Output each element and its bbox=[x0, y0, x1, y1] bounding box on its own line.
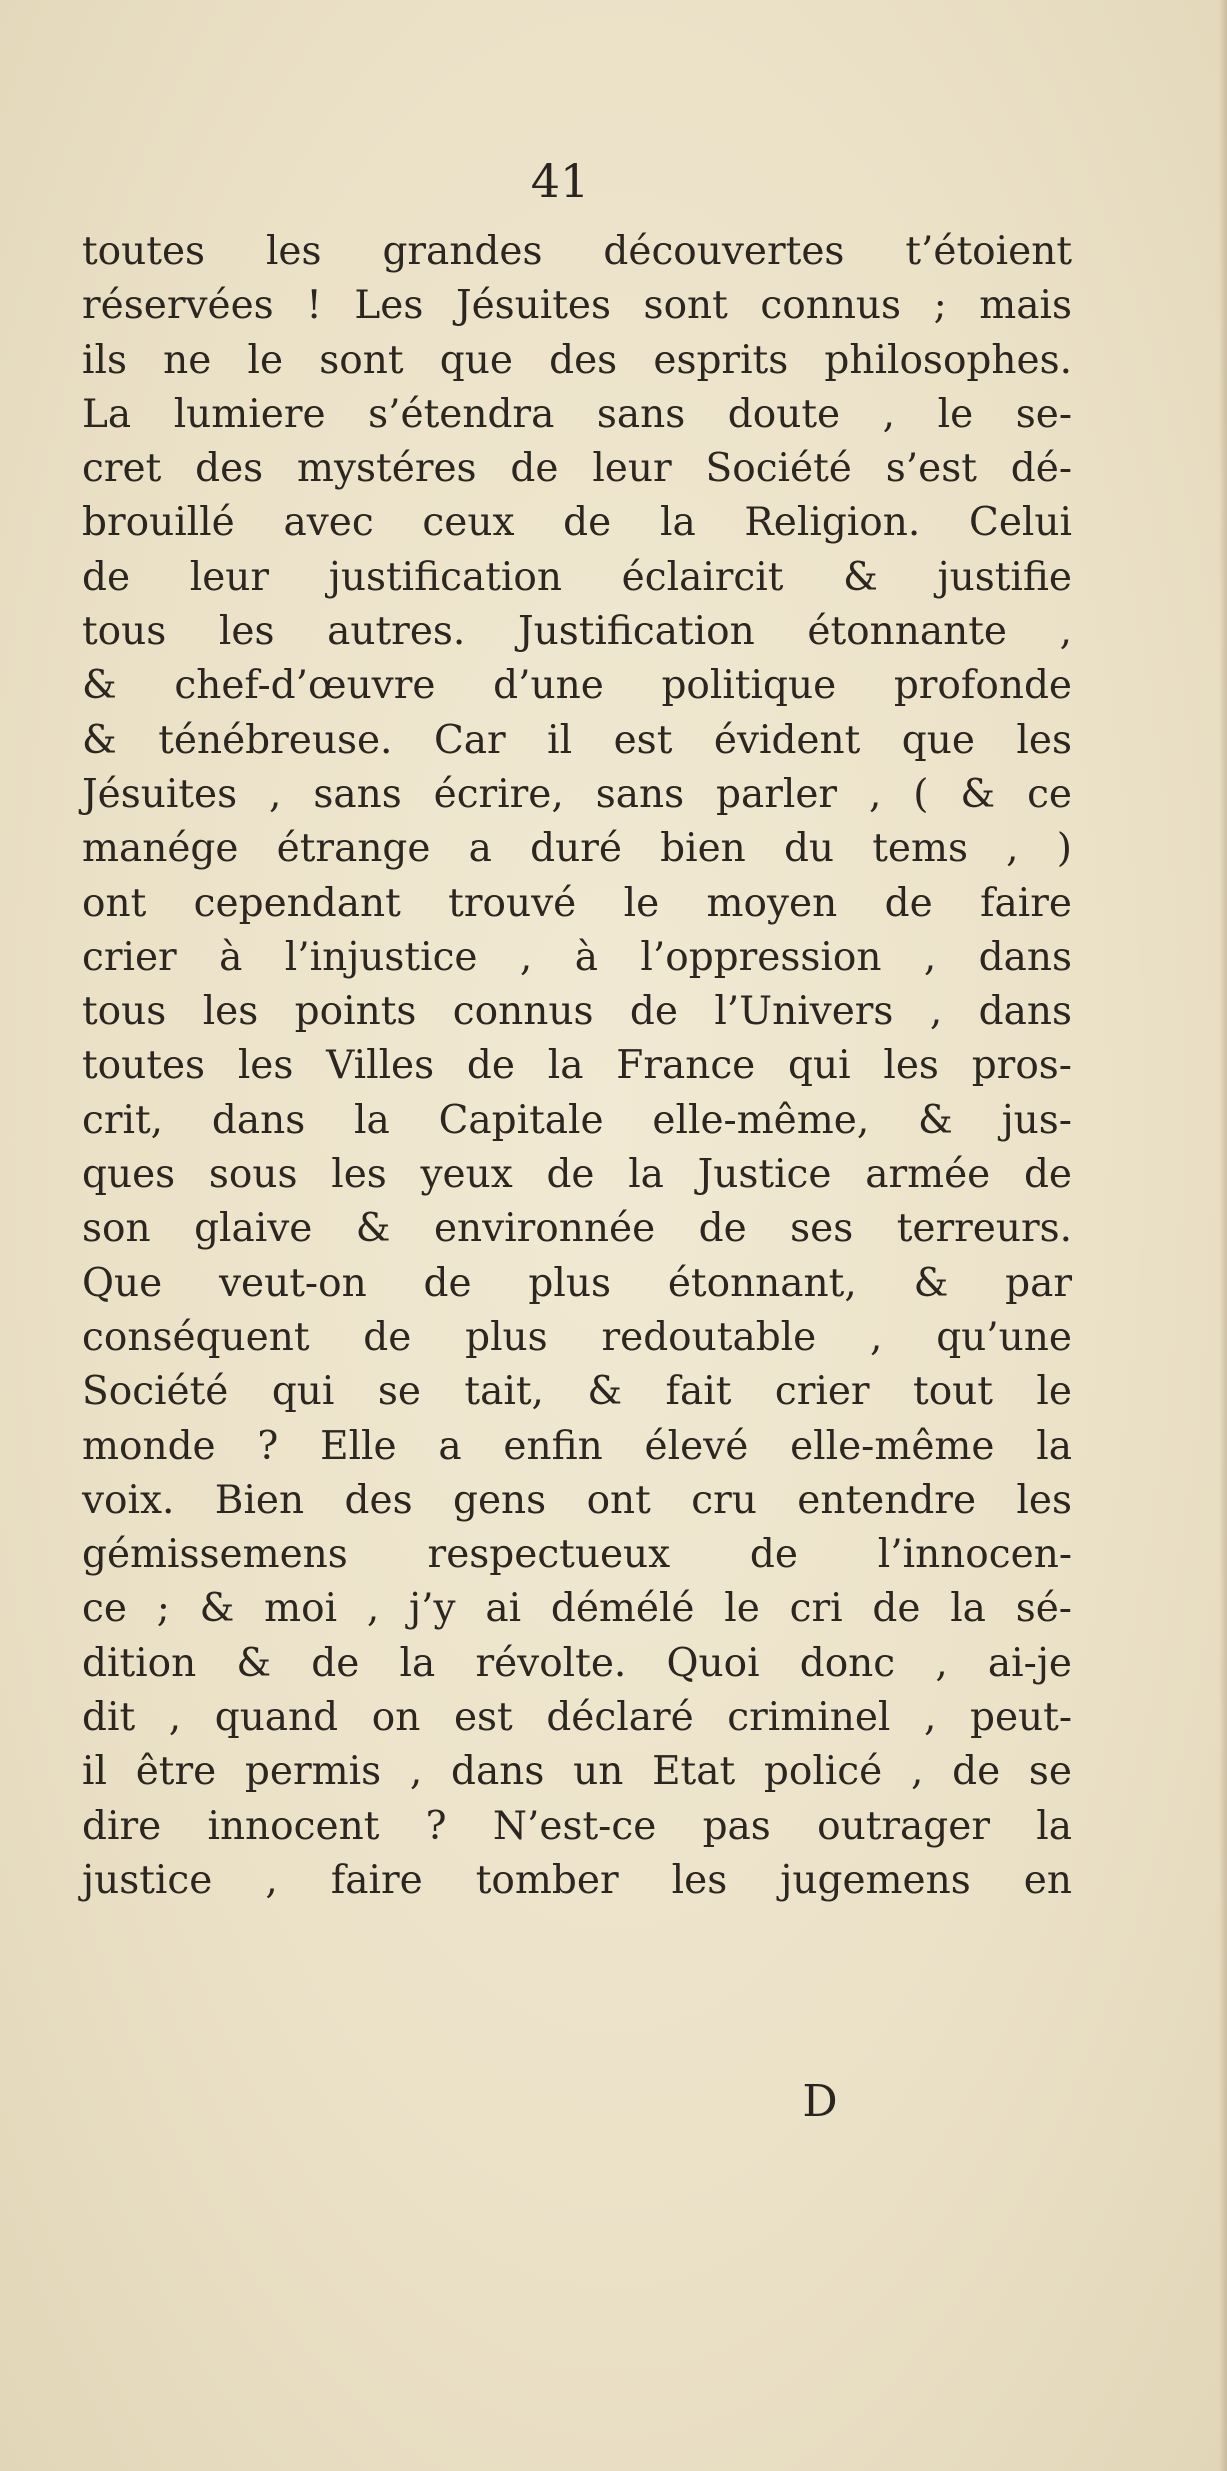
text-line: & ténébreuse. Car il est évident que les bbox=[82, 717, 1072, 763]
text-line: voix. Bien des gens ont cru entendre les bbox=[82, 1477, 1072, 1523]
text-line: toutes les Villes de la France qui les pros- bbox=[82, 1043, 1072, 1089]
text-line: de leur justification éclaircit & justifie bbox=[82, 554, 1072, 600]
text-line: dition & de la révolte. Quoi donc , ai-je bbox=[82, 1640, 1072, 1686]
text-line: tous les points connus de l’Univers , dans bbox=[82, 989, 1072, 1035]
text-line: ques sous les yeux de la Justice armée de bbox=[82, 1152, 1072, 1198]
text-line: Jésuites , sans écrire, sans parler , ( & ce bbox=[82, 771, 1072, 817]
text-line: toutes les grandes découvertes t’étoient bbox=[82, 229, 1072, 274]
text-line: cret des mystéres de leur Société s’est dé- bbox=[82, 446, 1072, 492]
text-line: tous les autres. Justification étonnante , bbox=[82, 609, 1072, 655]
catchword: D bbox=[802, 2076, 838, 2127]
text-line: crier à l’injustice , à l’oppression , dans bbox=[82, 934, 1072, 980]
text-line: ont cependant trouvé le moyen de faire bbox=[82, 880, 1072, 926]
text-line: son glaive & environnée de ses terreurs. bbox=[82, 1206, 1072, 1252]
text-line: brouillé avec ceux de la Religion. Celui bbox=[82, 500, 1072, 546]
text-line: manége étrange a duré bien du tems , ) bbox=[82, 826, 1072, 872]
text-line: Société qui se tait, & fait crier tout le bbox=[82, 1369, 1072, 1415]
text-line: monde ? Elle a enfin élevé elle-même la bbox=[82, 1423, 1072, 1469]
text-line: dit , quand on est déclaré criminel , peut- bbox=[82, 1695, 1072, 1741]
text-line: ce ; & moi , j’y ai démélé le cri de la sé- bbox=[82, 1586, 1072, 1632]
body-text bbox=[82, 225, 1072, 1908]
text-line: dire innocent ? N’est-ce pas outrager la bbox=[82, 1803, 1072, 1849]
text-line: La lumiere s’étendra sans doute , le se- bbox=[82, 391, 1072, 437]
text-line: crit, dans la Capitale elle-même, & jus- bbox=[82, 1097, 1072, 1143]
text-line: Que veut-on de plus étonnant, & par bbox=[82, 1260, 1072, 1306]
text-line: conséquent de plus redoutable , qu’une bbox=[82, 1314, 1072, 1360]
text-line: il être permis , dans un Etat policé , de se bbox=[82, 1749, 1072, 1795]
page-edge-shadow bbox=[1219, 0, 1227, 2471]
text-line: & chef-d’œuvre d’une politique profonde bbox=[82, 663, 1072, 709]
text-line: ils ne le sont que des esprits philosophes. bbox=[82, 337, 1072, 383]
text-line: réservées ! Les Jésuites sont connus ; mais bbox=[82, 283, 1072, 329]
page-number: 41 bbox=[530, 154, 590, 208]
text-line: justice , faire tomber les jugemens en bbox=[82, 1857, 1072, 1903]
text-line: gémissemens respectueux de l’innocen- bbox=[82, 1532, 1072, 1578]
